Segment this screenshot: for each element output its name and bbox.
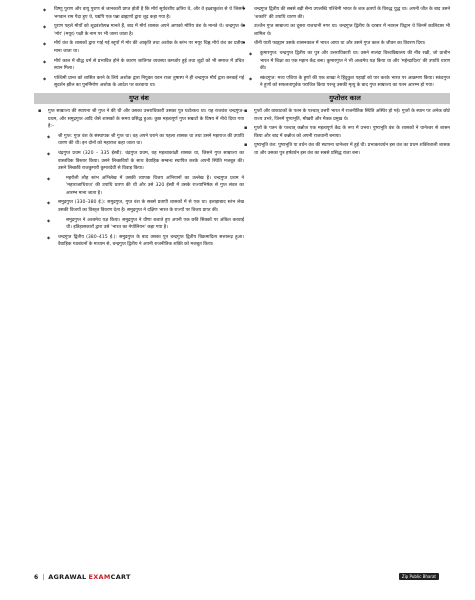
footer-separator: |: [42, 573, 45, 581]
section-heading-post-gupta: गुप्तोत्तर काल: [240, 93, 450, 104]
brand-name-part1: AGRAWAL: [48, 573, 87, 581]
gupta-list: [34, 108, 244, 249]
list-item: ◆ समुद्रगुप्त (330–380 ई.): समुद्रगुप्त, गुप्त वंश के सबसे प्रतापी शासकों में से एक था। इलाहाबाद स्तंभ लेख उसकी विजयों का विस्तृत विवरण देता है। समुद्रगुप्त ने दक्षिण भारत के राज्यों पर विजय प्राप्त की।: [34, 199, 244, 214]
list-item: ◆ मौर्य काल में बौद्ध धर्म से प्रभावित होने के कारण जातिगत व्यवस्था कमजोर हुई तथा शूद्रों को भी समाज में उचित स्थान मिला।: [34, 58, 244, 73]
list-item: ◆ पश्चिमी प्रान्त को शासित करने के लिये अशोक द्वारा नियुक्त यवन राजा तुषास्प ने ही चन्द्रगुप्त मौर्य द्वारा बनवाई गई सुदर्शन झील का पुनर्निर्माण अशोक के आदेश पर करवाया था।: [34, 75, 244, 90]
list-item: ▪ गुप्तों और वाकाटकों के पतन के पश्चात् उत्तरी भारत में राजनीतिक स्थिति अस्थिर हो गई। गुप्तों के स्थान पर अनेक छोटे राज्य उभरे, जिनमें पुष्यभूति, मौखरी और मैत्रक प्रमुख थे।: [240, 108, 450, 123]
intro-list: [34, 6, 244, 90]
list-item: • चीनी यात्री फाह्यान उसके शासनकाल में भारत आया था और उसने गुप्त काल के जीवन का विवरण दिया।: [240, 40, 450, 48]
list-item: ▪ गुप्तों के पतन के पश्चात् कन्नौज एक महत्वपूर्ण केंद्र के रूप में उभरा। पुष्यभूति वंश के शासकों ने थानेश्वर से शासन किया और बाद में कन्नौज को अपनी राजधानी बनाया।: [240, 125, 450, 140]
section-heading-gupta: गुप्त वंश: [34, 93, 244, 104]
list-item: ▪ गुप्त साम्राज्य की स्थापना श्री गुप्त ने की थी और उसका उत्तराधिकारी उसका पुत्र घटोत्कच था। यह राजवंश चन्द्रगुप्त-प्रथम, और समुद्रगुप्त आदि जैसे शासकों के समय प्रसिद्ध हुआ। कुछ महत्वपूर्ण गुप्त सम्राटों के विषय में नीचे दिया गया है:–: [34, 108, 244, 131]
list-item: • उज्जैन गुप्त साम्राज्य का दूसरा राजधानी नगर था। चन्द्रगुप्त द्वितीय के दरबार में नवरत्न विद्वान थे जिनमें कालिदास भी शामिल थे।: [240, 23, 450, 38]
list-item: ◆ महरौली लौह स्तंभ अभिलेख में उसकी व्यापक विजय अभियानों का उल्लेख है। चन्द्रगुप्त प्रथम ने 'महाराजाधिराज' की उपाधि धारण की थी और उसे 320 ईस्वी में उसके राज्याभिषेक से गुप्त संवत का आरम्भ माना जाता है।: [34, 175, 244, 198]
brand-name-part2: EXAM: [88, 573, 111, 581]
list-item: ◆ समुद्रगुप्त ने अश्वमेध यज्ञ किया। समुद्रगुप्त ने वीणा बजाते हुए अपनी एक छवि सिक्कों पर अंकित करवाई थी। इतिहासकारों द्वारा उसे 'भारत का नेपोलियन' कहा गया है।: [34, 217, 244, 232]
brand-name-part3: CART: [110, 573, 131, 581]
page-footer: [0, 570, 475, 584]
list-item: ◆ चंद्रगुप्त प्रथम (320 – 335 ईस्वी): चंद्रगुप्त प्रथम, वह महत्वाकांक्षी शासक था, जिसने गुप्त साम्राज्य का वास्तविक विस्तार किया। उसने लिच्छवियों के साथ वैवाहिक सम्बन्ध स्थापित करके अपनी स्थिति मजबूत की। उसने लिच्छवि राजकुमारी कुमारदेवी से विवाह किया।: [34, 150, 244, 173]
list-item: ◆ स्कंदगुप्त: मध्य एशिया के हूणों की एक शाखा ने हिंदुकुश पहाड़ों को पार करके भारत पर आक्रमण किया। स्कंदगुप्त ने हूणों को सफलतापूर्वक पराजित किया परन्तु उसकी मृत्यु के बाद गुप्त साम्राज्य का पतन आरम्भ हो गया।: [240, 75, 450, 90]
right-column: [240, 6, 450, 160]
list-item: ◆ कुमारगुप्त: चन्द्रगुप्त द्वितीय का पुत्र और उत्तराधिकारी था। उसने नालंदा विश्वविद्यालय की नींव रखी, जो प्राचीन भारत में शिक्षा का एक महान केंद्र बना। कुमारगुप्त ने भी अश्वमेध यज्ञ किया था और 'महेन्द्रादित्य' की उपाधि धारण की।: [240, 50, 450, 73]
list-item: ◆ विष्णु पुराण और वायु पुराण से जानकारी प्राप्त होती है कि मौर्य सूर्यवंशीय क्षत्रिय थे, और वे इक्ष्वाकुवंश से थे जिसमें भगवान राम पैदा हुए थे, यद्यपि एक पन्ना ब्राह्मणों द्वारा शूद्र कहा गया है।: [34, 6, 244, 21]
list-item: ◆ पुराण पहले मौर्यों को शूद्रवंशोत्पन्न मानते हैं, बाद में मौर्य शासक अपने आपको मोरिय वंश के मानते थे। चन्द्रगुप्त के 'मोर' (मयूर) पक्षी के नाम पर भी जाना जाता है।: [34, 23, 244, 38]
left-column: [34, 6, 244, 251]
list-item: ◆ श्री गुप्त: गुप्त वंश के संस्थापक श्री गुप्त था। वह अपने घराने का पहला शासक था तथा उसने महाराज की उपाधि धारण की थी। इन दोनों को महाराज कहा जाता था।: [34, 133, 244, 148]
list-item: • चन्द्रगुप्त द्वितीय की सबसे बड़ी सैन्य उपलब्धि पश्चिमी भारत के शक क्षत्रपों के विरुद्ध युद्ध था। अपनी जीत के बाद उसने 'शकारि' की उपाधि धारण की।: [240, 6, 450, 21]
list-item: ◆ मौर्य वंश के शासकों द्वारा गाई गई स्तूपों में मोर की आकृति तथा अशोक के स्तंभ पर मयूर चिह्न मौर्य वंश का प्रतीक माना जाता था।: [34, 40, 244, 55]
cg2-list: [240, 6, 450, 90]
page-number: 6: [34, 573, 39, 581]
list-item: ◆ चन्द्रगुप्त द्वितीय (380–415 ई.): समुद्रगुप्त के बाद उसका पुत्र चन्द्रगुप्त द्वितीय विक्रमादित्य सत्तारूढ़ हुआ। वैवाहिक गठबंधनों के माध्यम से, चन्द्रगुप्त द्वितीय ने अपनी राजनीतिक शक्ति को मजबूत किया।: [34, 234, 244, 249]
list-item: ▪ पुष्यभूति वंश: पुष्यभूति या वर्धन वंश की स्थापना थानेश्वर में हुई थी। प्रभाकरवर्धन इस वंश का प्रथम शक्तिशाली शासक था और उसका पुत्र हर्षवर्धन इस वंश का सबसे प्रसिद्ध राजा बना।: [240, 142, 450, 157]
footer-tag: Zip Public Bharat: [399, 573, 439, 580]
post-gupta-list: [240, 108, 450, 158]
